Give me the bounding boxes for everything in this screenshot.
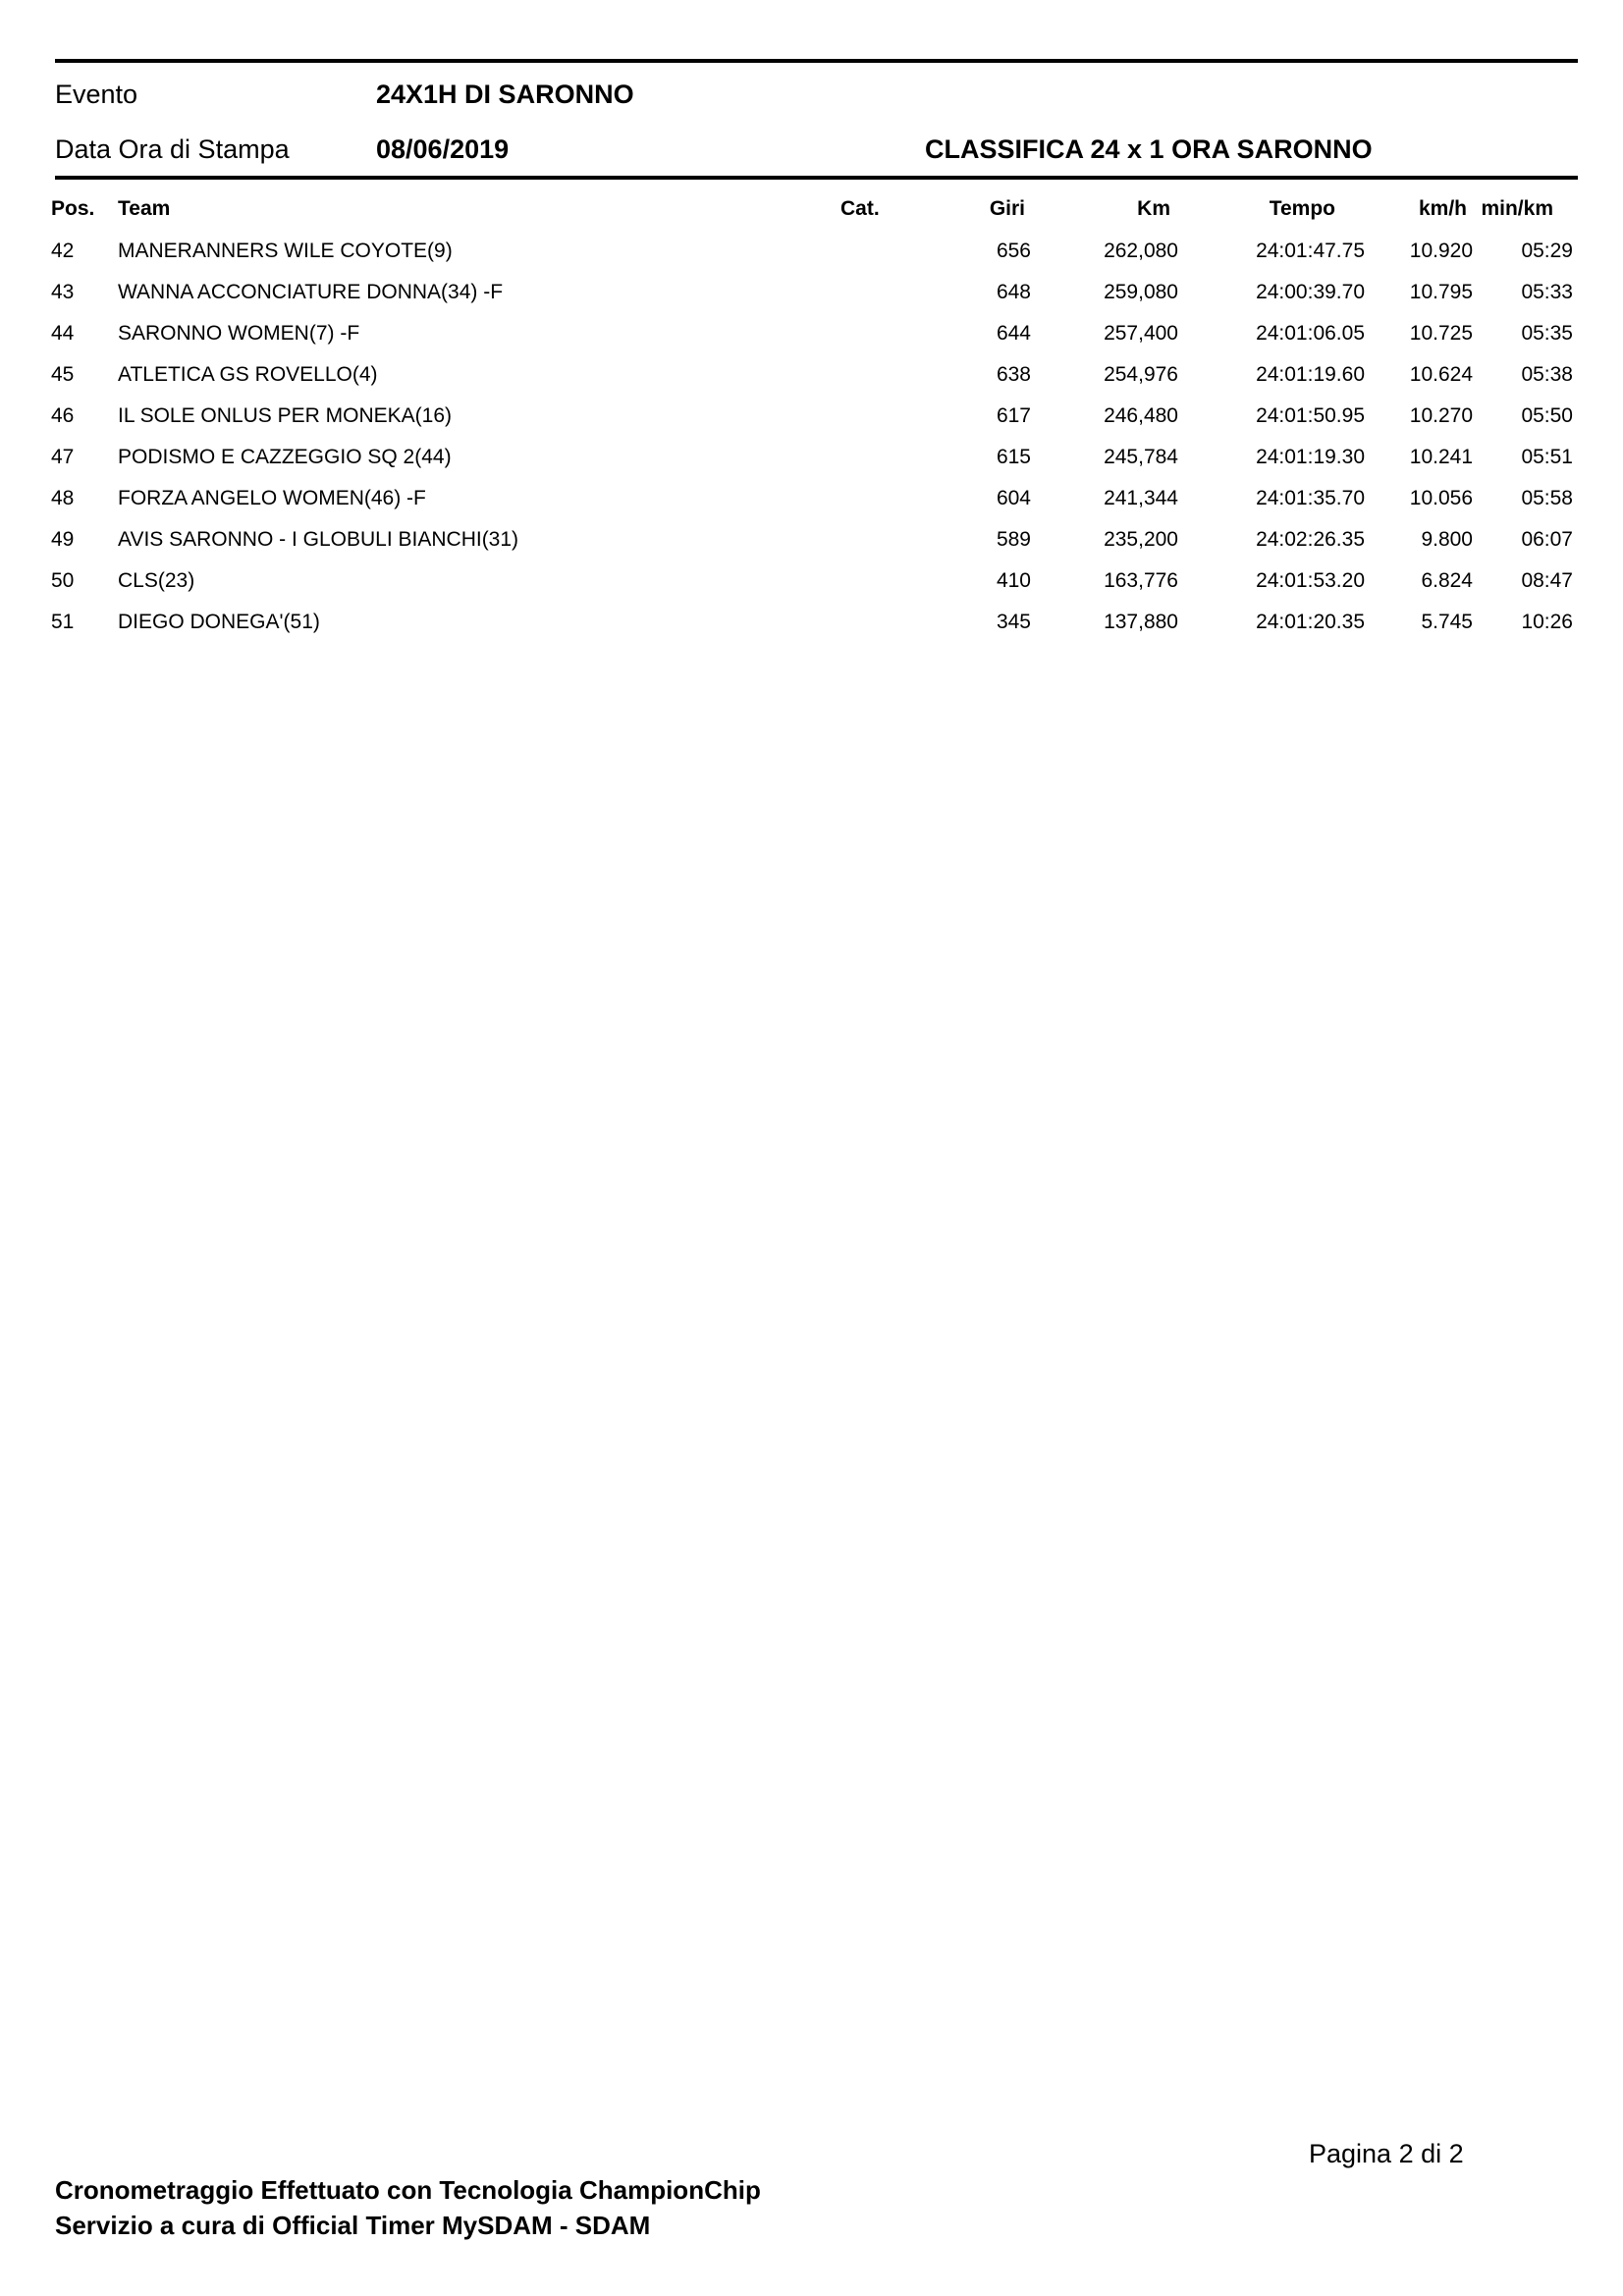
cell-team: MANERANNERS WILE COYOTE(9)	[118, 240, 453, 262]
cell-tempo: 24:01:20.35	[1256, 611, 1365, 633]
cell-team: PODISMO E CAZZEGGIO SQ 2(44)	[118, 446, 452, 468]
cell-km: 245,784	[1104, 446, 1178, 468]
table-row	[0, 487, 1623, 528]
page-number: Pagina 2 di 2	[1309, 2139, 1464, 2168]
col-km-header: Km	[1137, 197, 1170, 220]
cell-kmh: 10.270	[1409, 404, 1473, 427]
cell-pos: 51	[51, 611, 75, 633]
cell-km: 137,880	[1104, 611, 1178, 633]
cell-km: 235,200	[1104, 528, 1178, 551]
cell-kmh: 6.824	[1421, 569, 1473, 592]
cell-kmh: 10.241	[1409, 446, 1473, 468]
cell-pos: 42	[51, 240, 75, 262]
cell-km: 262,080	[1104, 240, 1178, 262]
classification-title: CLASSIFICA 24 x 1 ORA SARONNO	[925, 134, 1373, 164]
cell-team: IL SOLE ONLUS PER MONEKA(16)	[118, 404, 452, 427]
cell-minkm: 05:51	[1521, 446, 1573, 468]
cell-tempo: 24:01:53.20	[1256, 569, 1365, 592]
cell-giri: 604	[996, 487, 1031, 509]
print-date-label: Data Ora di Stampa	[55, 134, 290, 164]
cell-team: CLS(23)	[118, 569, 195, 592]
cell-pos: 46	[51, 404, 75, 427]
cell-giri: 589	[996, 528, 1031, 551]
event-name: 24X1H DI SARONNO	[376, 80, 634, 109]
col-cat-header: Cat.	[840, 197, 880, 220]
cell-tempo: 24:00:39.70	[1256, 281, 1365, 303]
col-minkm-header: min/km	[1481, 197, 1553, 220]
cell-kmh: 9.800	[1421, 528, 1473, 551]
cell-km: 257,400	[1104, 322, 1178, 345]
cell-team: ATLETICA GS ROVELLO(4)	[118, 363, 378, 386]
cell-giri: 617	[996, 404, 1031, 427]
cell-tempo: 24:01:35.70	[1256, 487, 1365, 509]
footer-line-2: Servizio a cura di Official Timer MySDAM - SDAM	[55, 2211, 651, 2240]
cell-kmh: 10.795	[1409, 281, 1473, 303]
event-label: Evento	[55, 80, 138, 109]
cell-team: FORZA ANGELO WOMEN(46) -F	[118, 487, 426, 509]
cell-pos: 44	[51, 322, 75, 345]
table-row	[0, 446, 1623, 487]
cell-tempo: 24:01:50.95	[1256, 404, 1365, 427]
header-rule	[55, 176, 1578, 180]
col-giri-header: Giri	[989, 197, 1025, 220]
top-rule	[55, 59, 1578, 63]
cell-minkm: 06:07	[1521, 528, 1573, 551]
table-row	[0, 404, 1623, 446]
cell-km: 241,344	[1104, 487, 1178, 509]
cell-km: 254,976	[1104, 363, 1178, 386]
cell-tempo: 24:01:19.60	[1256, 363, 1365, 386]
table-row	[0, 322, 1623, 363]
cell-tempo: 24:01:19.30	[1256, 446, 1365, 468]
cell-kmh: 10.624	[1409, 363, 1473, 386]
print-date: 08/06/2019	[376, 134, 510, 164]
cell-pos: 49	[51, 528, 75, 551]
cell-km: 246,480	[1104, 404, 1178, 427]
cell-pos: 43	[51, 281, 75, 303]
table-row	[0, 611, 1623, 652]
cell-minkm: 08:47	[1521, 569, 1573, 592]
cell-km: 259,080	[1104, 281, 1178, 303]
col-team-header: Team	[118, 197, 171, 220]
cell-pos: 48	[51, 487, 75, 509]
cell-team: AVIS SARONNO - I GLOBULI BIANCHI(31)	[118, 528, 519, 551]
table-row	[0, 281, 1623, 322]
col-tempo-header: Tempo	[1269, 197, 1335, 220]
cell-tempo: 24:01:47.75	[1256, 240, 1365, 262]
cell-team: WANNA ACCONCIATURE DONNA(34) -F	[118, 281, 504, 303]
cell-giri: 638	[996, 363, 1031, 386]
cell-tempo: 24:02:26.35	[1256, 528, 1365, 551]
table-row	[0, 363, 1623, 404]
cell-minkm: 10:26	[1521, 611, 1573, 633]
cell-tempo: 24:01:06.05	[1256, 322, 1365, 345]
cell-pos: 50	[51, 569, 75, 592]
table-row	[0, 528, 1623, 569]
cell-kmh: 10.920	[1409, 240, 1473, 262]
cell-giri: 656	[996, 240, 1031, 262]
cell-minkm: 05:50	[1521, 404, 1573, 427]
cell-giri: 644	[996, 322, 1031, 345]
footer-line-1: Cronometraggio Effettuato con Tecnologia ChampionChip	[55, 2175, 761, 2205]
col-pos-header: Pos.	[51, 197, 95, 220]
cell-giri: 345	[996, 611, 1031, 633]
table-row	[0, 240, 1623, 281]
cell-minkm: 05:58	[1521, 487, 1573, 509]
cell-kmh: 5.745	[1421, 611, 1473, 633]
cell-kmh: 10.056	[1409, 487, 1473, 509]
cell-giri: 648	[996, 281, 1031, 303]
cell-team: DIEGO DONEGA'(51)	[118, 611, 320, 633]
col-kmh-header: km/h	[1418, 197, 1467, 220]
results-table	[0, 240, 1623, 652]
cell-team: SARONNO WOMEN(7) -F	[118, 322, 360, 345]
cell-giri: 615	[996, 446, 1031, 468]
cell-kmh: 10.725	[1409, 322, 1473, 345]
cell-km: 163,776	[1104, 569, 1178, 592]
cell-minkm: 05:35	[1521, 322, 1573, 345]
cell-minkm: 05:29	[1521, 240, 1573, 262]
cell-minkm: 05:33	[1521, 281, 1573, 303]
cell-pos: 47	[51, 446, 75, 468]
table-row	[0, 569, 1623, 611]
cell-giri: 410	[996, 569, 1031, 592]
cell-pos: 45	[51, 363, 75, 386]
cell-minkm: 05:38	[1521, 363, 1573, 386]
